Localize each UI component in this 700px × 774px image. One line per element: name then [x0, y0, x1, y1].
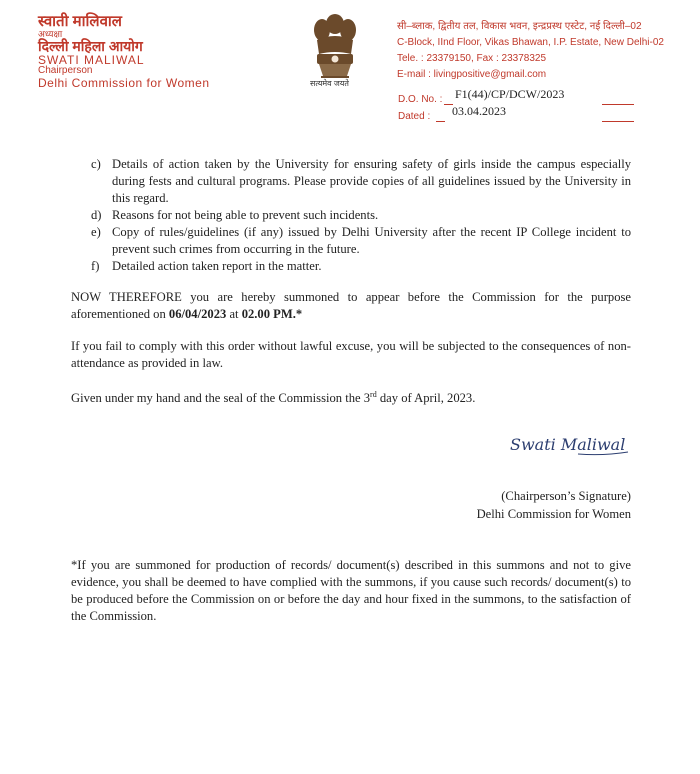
list-item-text: Copy of rules/guidelines (if any) issued by Delhi University after the recent IP College incident to prevent such crimes from occurring in the future. [112, 225, 631, 256]
do-underline [602, 104, 634, 105]
list-item [91, 258, 631, 275]
list-item-label: e) [91, 225, 101, 239]
list-item-label: d) [91, 208, 102, 222]
given-text: Given under my hand and the seal of the Commission the 3 [71, 391, 371, 406]
summons-time: 02.00 PM.* [241, 307, 303, 321]
dated-label: Dated : [398, 111, 431, 122]
summons-text: NOW THEREFORE you are hereby summoned to appear before the Commission for the purpose aforementioned on [71, 290, 631, 321]
do-number-label: D.O. No. : [398, 94, 443, 105]
footnote: *If you are summoned for production of records/ document(s) described in this summons and not to give evidence, you shall be deemed to have complied with the summons, if you cause such records/ document(s) to be produced before the Commission on or before the day and hour fixed in the summons, to the satisfaction of the Commission. [71, 558, 631, 623]
list-item-text: Details of action taken by the University for ensuring safety of girls inside the campus especially during fests and cultural programs. Please provide copies of all guidelines issued by the University in this regard. [112, 157, 631, 205]
summons-at: at [226, 307, 242, 321]
letterhead-left [38, 14, 210, 90]
summons-date: 06/04/2023 [168, 307, 227, 321]
list-item-text: Reasons for not being able to prevent such incidents. [112, 208, 379, 222]
address: C-Block, IInd Floor, Vikas Bhawan, I.P. Estate, New Delhi-02 [397, 37, 664, 48]
signature-text: Swati Maliwal [510, 435, 626, 454]
emblem-motto: सत्यमेव जयते [310, 79, 349, 88]
org-name: Delhi Commission for Women [38, 75, 210, 90]
list-item [91, 224, 631, 258]
summons-paragraph [71, 289, 631, 323]
address-hindi: सी–ब्लाक, द्वितीय तल, विकास भवन, इन्द्रप्रस्थ एस्टेट, नई दिल्ली–02 [397, 21, 642, 32]
list-item-label: f) [91, 259, 100, 273]
letterhead-right [397, 19, 664, 83]
chairperson-role: Chairperson [38, 65, 93, 77]
signature-caption: (Chairperson’s Signature) [501, 489, 631, 503]
given-superscript: rd [370, 390, 377, 399]
org-name-hindi: दिल्ली महिला आयोग [38, 38, 143, 55]
dated-underline [602, 121, 634, 122]
handwritten-signature [508, 428, 633, 460]
list-item-label: c) [91, 157, 101, 171]
dated-value: 03.04.2023 [452, 104, 506, 118]
given-text-end: day of April, 2023. [376, 391, 476, 406]
warning-paragraph: If you fail to comply with this order without lawful excuse, you will be subjected to the consequences of non-attendance as provided in law. [71, 339, 631, 370]
given-paragraph [71, 386, 631, 407]
dated-blank-line [436, 121, 445, 122]
list-item [91, 156, 631, 207]
chairperson-role-hindi: अध्यक्षा [38, 28, 63, 39]
do-number: F1(44)/CP/DCW/2023 [455, 87, 565, 101]
list-item [91, 207, 631, 224]
chairperson-name-hindi: स्वाती मालिवाल [38, 13, 122, 30]
email: E-mail : livingpositive@gmail.com [397, 69, 547, 80]
signature-org: Delhi Commission for Women [476, 507, 631, 521]
telephone: Tele. : 23379150, Fax : 23378325 [397, 53, 547, 64]
list-item-text: Detailed action taken report in the matter. [112, 259, 322, 273]
chairperson-name: SWATI MALIWAL [38, 52, 145, 67]
